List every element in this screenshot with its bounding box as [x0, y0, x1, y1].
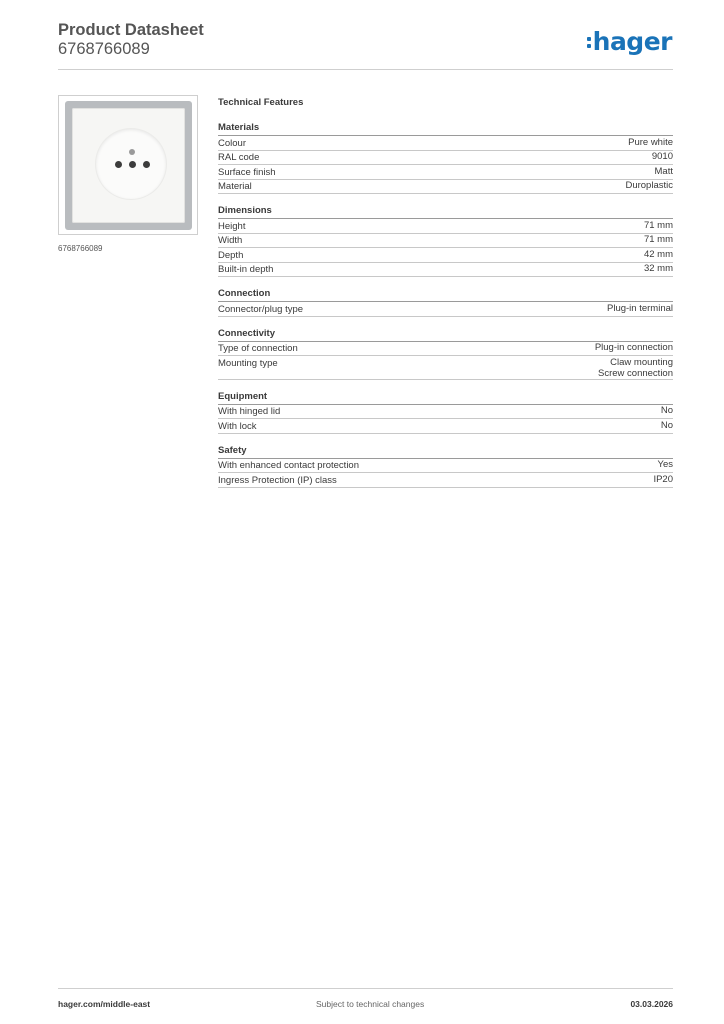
socket-hole-icon: [115, 161, 122, 168]
feature-label: With lock: [218, 420, 257, 432]
feature-sections: [218, 121, 673, 488]
section-heading: Connectivity: [218, 327, 673, 342]
feature-value: [652, 151, 673, 164]
feature-value-line: 32 mm: [643, 263, 673, 274]
technical-features: [218, 96, 673, 498]
image-caption: 6768766089: [58, 244, 103, 253]
feature-value-line: Duroplastic: [625, 180, 673, 191]
feature-row: [218, 180, 673, 195]
feature-label: Ingress Protection (IP) class: [218, 474, 337, 486]
feature-label: Depth: [218, 249, 244, 261]
feature-row: [218, 151, 673, 166]
feature-label: RAL code: [218, 152, 260, 163]
feature-label: With enhanced contact protection: [218, 460, 360, 471]
feature-value-line: 42 mm: [643, 248, 673, 260]
page-title: Product Datasheet: [58, 21, 204, 39]
feature-value-line: IP20: [653, 473, 673, 485]
section-connection: [218, 287, 673, 317]
feature-row: [218, 263, 673, 278]
feature-label: Height: [218, 220, 246, 232]
feature-value: [625, 180, 673, 193]
feature-value-line: Pure white: [628, 136, 673, 148]
feature-label: Mounting type: [218, 357, 278, 369]
footer-website: hager.com/middle-east: [58, 999, 151, 1009]
feature-row: [218, 342, 673, 357]
feature-label: Type of connection: [218, 343, 298, 354]
feature-row: [218, 419, 673, 434]
feature-row: [218, 302, 673, 317]
feature-value-line: 9010: [651, 151, 673, 162]
features-title: Technical Features: [218, 97, 304, 108]
feature-row: [218, 165, 673, 180]
feature-value: [661, 405, 673, 418]
section-materials: [218, 121, 673, 194]
feature-value-line: No: [660, 419, 673, 431]
feature-value-line: 71 mm: [643, 219, 673, 231]
feature-value: [644, 220, 673, 233]
feature-row: [218, 136, 673, 151]
feature-label: Colour: [218, 137, 246, 149]
feature-label: Width: [218, 235, 243, 246]
feature-value: [661, 420, 673, 433]
footer-notice: Subject to technical changes: [316, 999, 425, 1009]
feature-label: Surface finish: [218, 166, 276, 178]
feature-label: With hinged lid: [218, 406, 281, 417]
page-footer: [58, 988, 673, 1019]
section-equipment: [218, 390, 673, 434]
section-safety: [218, 444, 673, 488]
feature-label: Connector/plug type: [218, 303, 304, 315]
earth-pin-icon: [129, 149, 135, 155]
feature-row: [218, 356, 673, 380]
section-connectivity: [218, 327, 673, 380]
section-heading: Dimensions: [218, 204, 673, 219]
page-header: [58, 21, 673, 70]
feature-value: [607, 303, 673, 316]
hager-logo: [587, 27, 672, 56]
feature-row: [218, 473, 673, 488]
feature-value: [644, 234, 673, 247]
product-number: 6768766089: [58, 40, 150, 58]
feature-value: [628, 137, 673, 150]
section-heading: Equipment: [218, 390, 673, 405]
section-heading: Materials: [218, 121, 673, 136]
feature-value: [644, 249, 673, 262]
feature-value-line: Yes: [657, 459, 673, 470]
feature-row: [218, 219, 673, 234]
feature-value-line: 71 mm: [643, 234, 673, 245]
feature-value-line: Plug-in connection: [594, 342, 673, 353]
feature-value: [644, 263, 673, 276]
feature-value-line: Screw connection: [598, 367, 673, 379]
footer-date: 03.03.2026: [630, 999, 673, 1009]
feature-value: [598, 357, 673, 379]
feature-label: Built-in depth: [218, 264, 274, 275]
feature-value: [595, 342, 673, 355]
feature-value-line: Claw mounting: [610, 356, 673, 368]
socket-frame-icon: [65, 101, 192, 230]
feature-value-line: Plug-in terminal: [607, 302, 673, 314]
logo-dots-icon: [587, 37, 591, 48]
feature-value: [653, 474, 673, 487]
feature-row: [218, 405, 673, 420]
feature-value-line: No: [660, 405, 673, 416]
product-image: [58, 95, 198, 235]
feature-row: [218, 459, 673, 474]
section-dimensions: [218, 204, 673, 277]
feature-value-line: Matt: [654, 165, 673, 177]
feature-row: [218, 248, 673, 263]
section-heading: Connection: [218, 287, 673, 302]
socket-plate: [72, 108, 185, 223]
feature-row: [218, 234, 673, 249]
socket-hole-icon: [129, 161, 136, 168]
feature-label: Material: [218, 181, 252, 192]
socket-hole-icon: [143, 161, 150, 168]
feature-value: [655, 166, 673, 179]
socket-outlet-icon: [96, 129, 166, 199]
logo-text: hager: [592, 27, 672, 56]
section-heading: Safety: [218, 444, 673, 459]
feature-value: [658, 459, 674, 472]
